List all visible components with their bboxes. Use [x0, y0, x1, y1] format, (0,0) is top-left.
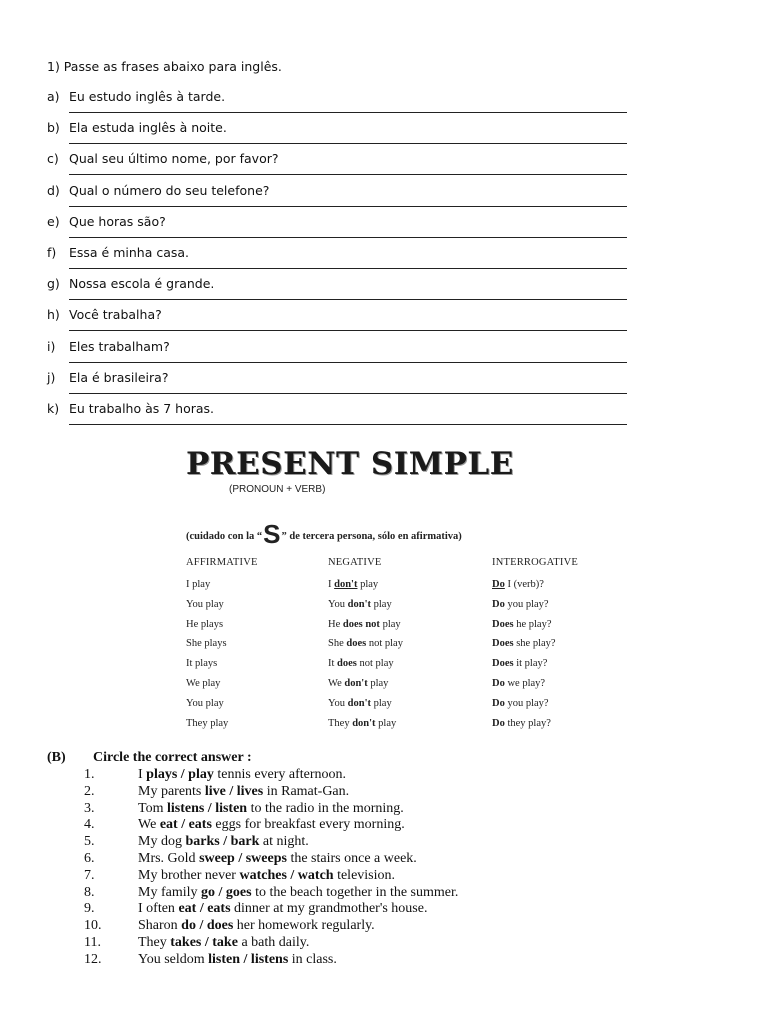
sentence-start: Mrs. Gold	[138, 850, 200, 866]
cell-rest: play	[379, 618, 401, 630]
sentence-end: dinner at my grandmother's house.	[230, 901, 428, 917]
sentence-end: television.	[333, 867, 396, 883]
sentence-start: We	[138, 817, 160, 833]
item-prompt: Você trabalha?	[69, 307, 162, 323]
item-sentence	[138, 784, 349, 800]
cell-pronoun: We	[328, 677, 345, 689]
sentence-end: in class.	[288, 951, 337, 967]
item-letter: g)	[47, 276, 60, 292]
affirmative-cell: She plays	[186, 638, 227, 650]
cell-pronoun: It	[328, 658, 338, 670]
item-letter: a)	[47, 89, 60, 104]
affirmative-cell: He plays	[186, 618, 224, 630]
negative-cell	[328, 619, 403, 639]
negative-cell	[328, 599, 403, 619]
affirmative-cell: I play	[186, 579, 211, 590]
cell-rest: I (verb)?	[504, 579, 544, 590]
item-number: 12.	[84, 951, 102, 967]
item-letter: e)	[47, 213, 60, 229]
interrogative-cell	[492, 678, 578, 698]
item-number: 1.	[84, 767, 95, 782]
item-prompt: Eles trabalham?	[69, 338, 170, 354]
answer-line	[69, 393, 627, 394]
sentence-end: in Ramat-Gan.	[263, 783, 350, 799]
interrogative-rows	[492, 579, 578, 737]
sentence-end: to the beach together in the summer.	[251, 884, 459, 900]
item-letter: j)	[47, 369, 56, 385]
answer-line	[69, 112, 627, 113]
item-prompt: Eu estudo inglês à tarde.	[69, 89, 226, 104]
item-sentence	[138, 817, 405, 833]
item-sentence	[138, 885, 458, 901]
item-number: 7.	[84, 867, 95, 883]
item-prompt: Ela é brasileira?	[69, 369, 169, 385]
cell-auxiliary: don't	[347, 697, 372, 709]
sentence-start: I often	[138, 901, 179, 917]
affirmative-cell: You play	[186, 697, 224, 709]
item-number: 4.	[84, 817, 95, 833]
cell-rest: she play?	[513, 638, 556, 650]
cell-rest: play	[371, 697, 392, 709]
item-sentence	[138, 868, 395, 884]
big-s-letter: S	[263, 519, 281, 549]
item-sentence	[138, 834, 309, 850]
interrogative-cell	[492, 579, 578, 599]
cell-auxiliary: does	[337, 658, 357, 670]
exercise-item	[47, 120, 627, 151]
sentence-start: My dog	[138, 834, 186, 850]
present-simple-subtitle: (PRONOUN + VERB)	[229, 484, 326, 495]
exercise-b-title: Circle the correct answer :	[93, 750, 252, 765]
exercise-item	[47, 370, 627, 401]
cell-auxiliary: Does	[492, 618, 514, 630]
item-number: 10.	[84, 918, 102, 934]
cell-rest: play	[357, 579, 379, 590]
affirmative-rows	[186, 579, 258, 737]
sentence-end: tennis every afternoon.	[213, 767, 347, 782]
exercise-item	[47, 183, 627, 214]
item-prompt: Eu trabalho às 7 horas.	[69, 400, 215, 416]
cell-auxiliary: does	[346, 638, 367, 650]
cell-auxiliary: Does	[492, 658, 514, 670]
cell-rest: not play	[356, 658, 394, 670]
cell-rest: they play?	[504, 717, 551, 729]
item-prompt: Ela estuda inglês à noite.	[69, 120, 227, 136]
cell-auxiliary: Do	[492, 598, 505, 610]
item-sentence	[138, 801, 404, 817]
negative-column	[328, 557, 403, 737]
answer-line	[69, 143, 627, 144]
answer-line	[69, 424, 627, 425]
exercise-item	[47, 214, 627, 245]
cell-pronoun: They	[328, 717, 353, 729]
interrogative-column	[492, 557, 578, 737]
answer-options: listens / listen	[166, 800, 248, 816]
item-number: 9.	[84, 901, 95, 917]
affirmative-cell: It plays	[186, 658, 218, 670]
note-text-after: ” de tercera persona, sólo en afirmativa)	[281, 531, 462, 542]
negative-cell	[328, 658, 403, 678]
cell-pronoun: She	[328, 638, 347, 650]
cell-rest: not play	[366, 638, 403, 650]
affirmative-cell: We play	[186, 677, 221, 689]
sentence-start: My brother never	[138, 867, 240, 883]
present-simple-title: PRESENT SIMPLE	[186, 446, 514, 482]
answer-line	[69, 237, 627, 238]
item-letter: i)	[47, 338, 56, 354]
item-sentence	[138, 767, 346, 783]
cell-pronoun: You	[328, 697, 348, 709]
item-prompt: Qual o número do seu telefone?	[69, 182, 270, 198]
negative-header: NEGATIVE	[328, 557, 382, 568]
answer-options: eat / eats	[159, 817, 212, 833]
exercise-b-label: (B)	[47, 750, 66, 765]
sentence-end: at night.	[259, 834, 309, 850]
item-prompt: Essa é minha casa.	[69, 244, 190, 260]
sentence-end: eggs for breakfast every morning.	[211, 817, 405, 833]
item-letter: d)	[47, 182, 60, 198]
item-letter: c)	[47, 151, 59, 167]
item-sentence	[138, 952, 337, 968]
item-number: 2.	[84, 783, 95, 799]
item-prompt: Que horas são?	[69, 213, 166, 229]
sentence-start: My family	[138, 884, 201, 900]
cell-auxiliary: don't	[352, 717, 376, 729]
item-sentence	[138, 901, 427, 917]
item-number: 8.	[84, 884, 95, 900]
item-letter: h)	[47, 307, 60, 323]
affirmative-header: AFFIRMATIVE	[186, 557, 258, 568]
cell-auxiliary: don't	[344, 677, 368, 689]
cell-underline	[334, 579, 357, 590]
answer-options: go / goes	[201, 884, 252, 900]
negative-cell	[328, 638, 403, 658]
negative-cell	[328, 579, 403, 599]
cell-pronoun: You	[328, 598, 348, 610]
cell-auxiliary: Do	[492, 697, 505, 709]
interrogative-cell	[492, 698, 578, 718]
exercise-a-list	[47, 89, 627, 432]
exercise-item	[47, 276, 627, 307]
cell-auxiliary: don't	[347, 598, 372, 610]
answer-options: live / lives	[204, 783, 264, 799]
answer-line	[69, 174, 627, 175]
cell-rest: play	[375, 717, 397, 729]
cell-rest: we play?	[504, 677, 546, 689]
answer-options: barks / bark	[185, 834, 260, 850]
exercise-item	[47, 339, 627, 370]
sentence-end: a bath daily.	[237, 934, 310, 950]
sentence-end: to the radio in the morning.	[247, 800, 404, 816]
note-text-before: (cuidado con la “	[186, 531, 263, 542]
cell-rest: play	[371, 598, 392, 610]
interrogative-cell	[492, 619, 578, 639]
answer-line	[69, 299, 627, 300]
item-sentence	[138, 918, 375, 934]
affirmative-column	[186, 557, 258, 737]
answer-line	[69, 268, 627, 269]
cell-auxiliary: Do	[492, 717, 505, 729]
cell-auxiliary: Do	[492, 677, 505, 689]
item-prompt: Qual seu último nome, por favor?	[69, 151, 279, 167]
exercise-item	[47, 307, 627, 338]
interrogative-cell	[492, 718, 578, 738]
cell-rest: play	[367, 677, 389, 689]
answer-options: takes / take	[170, 934, 238, 950]
exercise-item	[47, 245, 627, 276]
answer-options: plays / play	[146, 767, 214, 782]
answer-options: listen / listens	[208, 951, 289, 967]
third-person-note	[186, 519, 462, 550]
item-letter: b)	[47, 120, 60, 136]
negative-rows	[328, 579, 403, 737]
cell-pronoun: He	[328, 618, 343, 630]
interrogative-cell	[492, 658, 578, 678]
item-number: 11.	[84, 934, 101, 950]
answer-line	[69, 362, 627, 363]
cell-rest: you play?	[504, 697, 549, 709]
answer-options: sweep / sweeps	[199, 850, 287, 866]
item-number: 6.	[84, 850, 95, 866]
affirmative-cell: They play	[186, 717, 229, 729]
cell-auxiliary: Do	[492, 579, 505, 590]
cell-rest: he play?	[513, 618, 552, 630]
interrogative-cell	[492, 599, 578, 619]
negative-cell	[328, 698, 403, 718]
item-sentence	[138, 935, 309, 951]
sentence-start: My parents	[138, 783, 205, 799]
answer-options: watches / watch	[239, 867, 334, 883]
cell-rest: you play?	[504, 598, 549, 610]
sentence-start: Sharon	[138, 918, 182, 934]
affirmative-cell: You play	[186, 598, 224, 610]
cell-auxiliary: Does	[492, 638, 514, 650]
sentence-end: her homework regularly.	[233, 918, 375, 934]
cell-rest: it play?	[513, 658, 548, 670]
sentence-end: the stairs once a week.	[286, 850, 417, 866]
exercise-a-instruction: 1) Passe as frases abaixo para inglês.	[47, 59, 282, 74]
cell-auxiliary: don't	[334, 579, 358, 590]
negative-cell	[328, 678, 403, 698]
interrogative-cell	[492, 638, 578, 658]
interrogative-header: INTERROGATIVE	[492, 557, 579, 568]
sentence-start: I	[138, 767, 147, 782]
answer-options: do / does	[181, 918, 234, 934]
answer-options: eat / eats	[178, 901, 231, 917]
sentence-start: Tom	[138, 800, 167, 816]
item-number: 3.	[84, 800, 95, 816]
sentence-start: They	[138, 934, 171, 950]
item-sentence	[138, 851, 417, 867]
item-number: 5.	[84, 834, 95, 850]
cell-underline	[492, 579, 505, 590]
negative-cell	[328, 718, 403, 738]
exercise-item	[47, 401, 627, 432]
exercise-item	[47, 89, 627, 120]
sentence-start: You seldom	[138, 951, 209, 967]
exercise-item	[47, 151, 627, 182]
item-letter: f)	[47, 244, 57, 260]
exercise-a	[47, 58, 627, 432]
item-prompt: Nossa escola é grande.	[69, 276, 215, 292]
cell-pronoun: I	[328, 579, 335, 590]
answer-line	[69, 206, 627, 207]
answer-line	[69, 330, 627, 331]
cell-auxiliary: does not	[342, 618, 380, 630]
item-letter: k)	[47, 400, 60, 416]
